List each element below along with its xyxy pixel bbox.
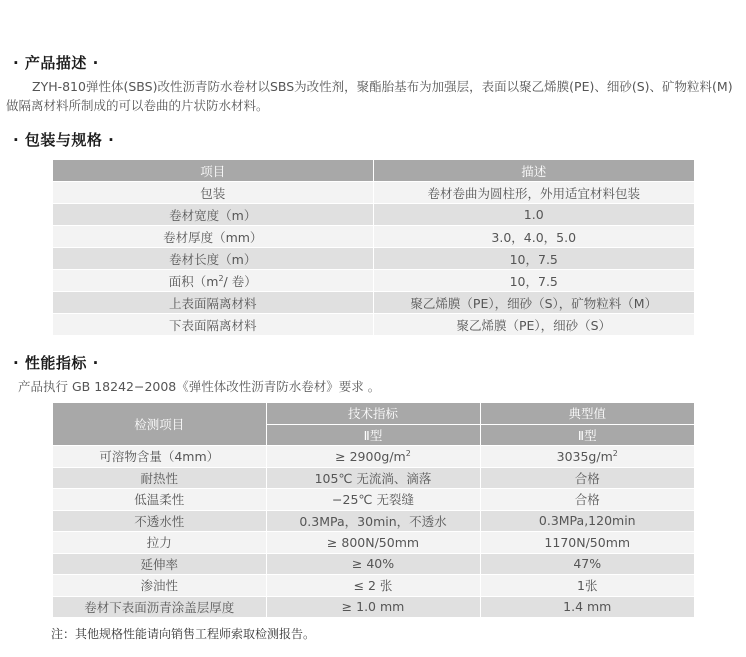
table-row [53,575,694,597]
cell-spec: ≥ $2900g/m^2$ [266,446,480,468]
column-header-spec: 技术指标 [266,403,480,424]
column-header-desc: 描述 [373,160,694,182]
column-subheader-spec: Ⅱ型 [266,424,480,446]
table-header-row [53,160,694,182]
table-header-row [53,403,694,424]
table-row [53,467,694,489]
cell-typical: 1170N/50mm [480,532,694,554]
column-header-test-item: 检测项目 [53,403,266,446]
table-row [53,226,694,248]
footnote: 注：其他规格性能请向销售工程师索取检测报告。 [51,627,316,641]
product-description-title: · 产品描述 · [13,54,99,72]
cell-desc: 1.0 [373,204,694,226]
table-row [53,532,694,554]
cell-typical: 0.3MPa,120min [480,510,694,532]
cell-item: 卷材宽度（m） [53,204,373,226]
table-row [53,510,694,532]
cell-item: 渗油性 [53,575,266,597]
cell-item: 拉力 [53,532,266,554]
table-row [53,204,694,226]
cell-desc: 聚乙烯膜（PE），细砂（S），矿物粒料（M） [373,292,694,314]
cell-typical: 1张 [480,575,694,597]
cell-item: 包装 [53,182,373,204]
cell-spec: ≤ 2 张 [266,575,480,597]
cell-item: 延伸率 [53,553,266,575]
cell-spec: ≥ 1.0 mm [266,596,480,618]
table-row [53,553,694,575]
cell-item: 可溶物含量（4mm） [53,446,266,468]
cell-spec: 105℃ 无流淌、滴落 [266,467,480,489]
cell-typical: $3035g/m^2$ [480,446,694,468]
product-description-text [6,77,740,115]
table-row [53,270,694,292]
cell-item: 耐热性 [53,467,266,489]
column-header-item: 项目 [53,160,373,182]
cell-desc: 卷材卷曲为圆柱形，外用适宜材料包装 [373,182,694,204]
performance-intro: 产品执行 GB 18242−2008《弹性体改性沥青防水卷材》要求 。 [18,379,381,394]
cell-spec: −25℃ 无裂缝 [266,489,480,511]
cell-spec: ≥ 800N/50mm [266,532,480,554]
cell-desc: 10，7.5 [373,270,694,292]
packaging-spec-table [53,160,694,336]
cell-desc: 聚乙烯膜（PE），细砂（S） [373,314,694,336]
cell-typical: 合格 [480,467,694,489]
column-subheader-typical: Ⅱ型 [480,424,694,446]
packaging-spec-title: · 包装与规格 · [13,131,115,149]
table-row [53,292,694,314]
cell-item: 上表面隔离材料 [53,292,373,314]
table-row [53,489,694,511]
cell-item: 卷材厚度（mm） [53,226,373,248]
performance-title: · 性能指标 · [13,354,99,372]
table-row [53,446,694,468]
cell-item: 不透水性 [53,510,266,532]
product-description-body: ZYH-810弹性体(SBS)改性沥青防水卷材以SBS为改性剂，聚酯胎基布为加强层，表面以聚乙烯膜(PE)、细砂(S)、矿物粒料(M)做隔离材料所制成的可以卷曲的片状防水材料。 [6,79,733,113]
performance-table [53,403,694,618]
cell-typical: 47% [480,553,694,575]
cell-desc: 10，7.5 [373,248,694,270]
cell-item: 卷材长度（m） [53,248,373,270]
table-row [53,314,694,336]
table-row [53,248,694,270]
cell-typical: 1.4 mm [480,596,694,618]
cell-item: 卷材下表面沥青涂盖层厚度 [53,596,266,618]
cell-typical: 合格 [480,489,694,511]
cell-spec: ≥ 40% [266,553,480,575]
cell-item: 面积（$m^2/$ 卷） [53,270,373,292]
cell-item: 低温柔性 [53,489,266,511]
table-row [53,182,694,204]
cell-item: 下表面隔离材料 [53,314,373,336]
cell-desc: 3.0，4.0，5.0 [373,226,694,248]
table-row [53,596,694,618]
column-header-typical: 典型值 [480,403,694,424]
cell-spec: 0.3MPa，30min，不透水 [266,510,480,532]
